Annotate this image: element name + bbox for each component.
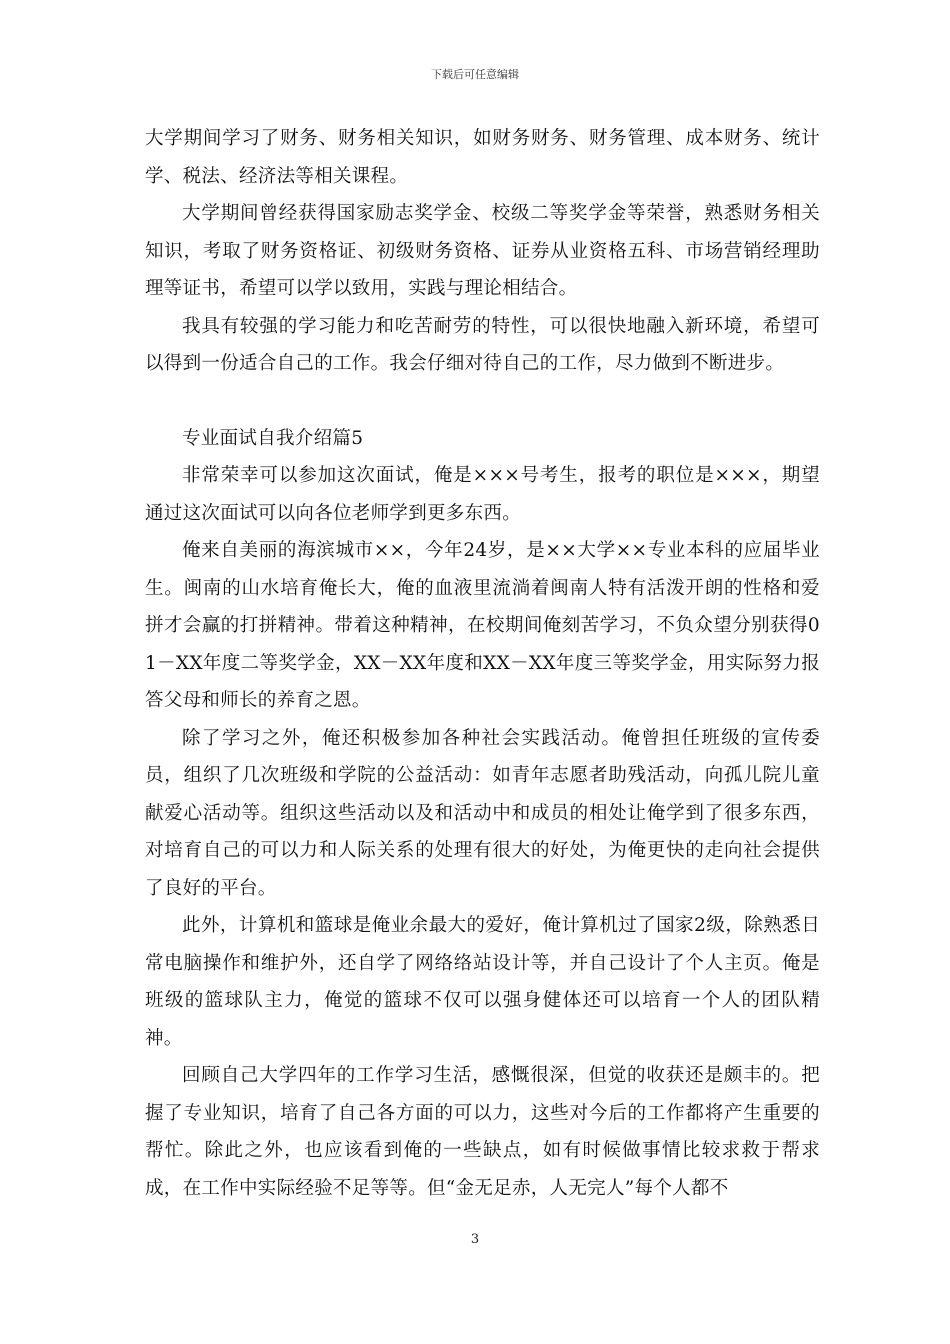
paragraph-abilities: 我具有较强的学习能力和吃苦耐劳的特性，可以很快地融入新环境，希望可以得到一份适合自己的工作。我会仔细对待自己的工作，尽力做到不断进步。 — [145, 315, 820, 374]
section-title: 专业面试自我介绍篇5 — [182, 427, 364, 449]
header-note: 下载后可任意编辑 — [431, 68, 519, 81]
paragraph-reflection: 回顾自己大学四年的工作学习生活，感慨很深，但觉的收获还是颇丰的。把握了专业知识，培育了自己各方面的可以力，这些对今后的工作都将产生重要的帮忙。除此之外，也应该看到俺的一些缺点，如有时候做事情比较求救于帮求成，在工作中实际经验不足等等。但“金无足赤，人无完人”每个人都不 — [145, 1065, 820, 1199]
paragraph-hobbies: 此外，计算机和篮球是俺业余最大的爱好，俺计算机过了国家2级，除熟悉日常电脑操作和维护外，还自学了网络络站设计等，并自己设计了个人主页。俺是班级的篮球队主力，俺觉的篮球不仅可以强身健体还可以培育一个人的团队精神。 — [145, 915, 820, 1049]
paragraph-background: 俺来自美丽的海滨城市××，今年24岁，是××大学××专业本科的应届毕业生。闽南的山水培育俺长大，俺的血液里流淌着闽南人特有活泼开朗的性格和爱拼才会赢的打拼精神。带着这种精神，在校期间俺刻苦学习，不负众望分别获得01－XX年度二等奖学金，XX－XX年度和XX－XX年度三等奖学金，用实际努力报答父母和师长的养育之恩。 — [145, 540, 820, 711]
paragraph-continued: 大学期间学习了财务、财务相关知识，如财务财务、财务管理、成本财务、统计学、税法、经济法等相关课程。 — [145, 128, 820, 187]
document-body — [145, 120, 820, 1207]
page-number: 3 — [470, 1232, 480, 1247]
paragraph-intro: 非常荣幸可以参加这次面试，俺是×××号考生，报考的职位是×××，期望通过这次面试可以向各位老师学到更多东西。 — [145, 465, 820, 524]
paragraph-activities: 除了学习之外，俺还积极参加各种社会实践活动。俺曾担任班级的宣传委员，组织了几次班级和学院的公益活动：如青年志愿者助残活动，向孤儿院儿童献爱心活动等。组织这些活动以及和活动中和成员的相处让俺学到了很多东西，对培育自己的可以力和人际关系的处理有很大的好处，为俺更快的走向社会提供了良好的平台。 — [145, 727, 820, 899]
paragraph-honors: 大学期间曾经获得国家励志奖学金、校级二等奖学金等荣誉，熟悉财务相关知识，考取了财务资格证、初级财务资格、证券从业资格五科、市场营销经理助理等证书，希望可以学以致用，实践与理论相结合。 — [145, 203, 820, 299]
